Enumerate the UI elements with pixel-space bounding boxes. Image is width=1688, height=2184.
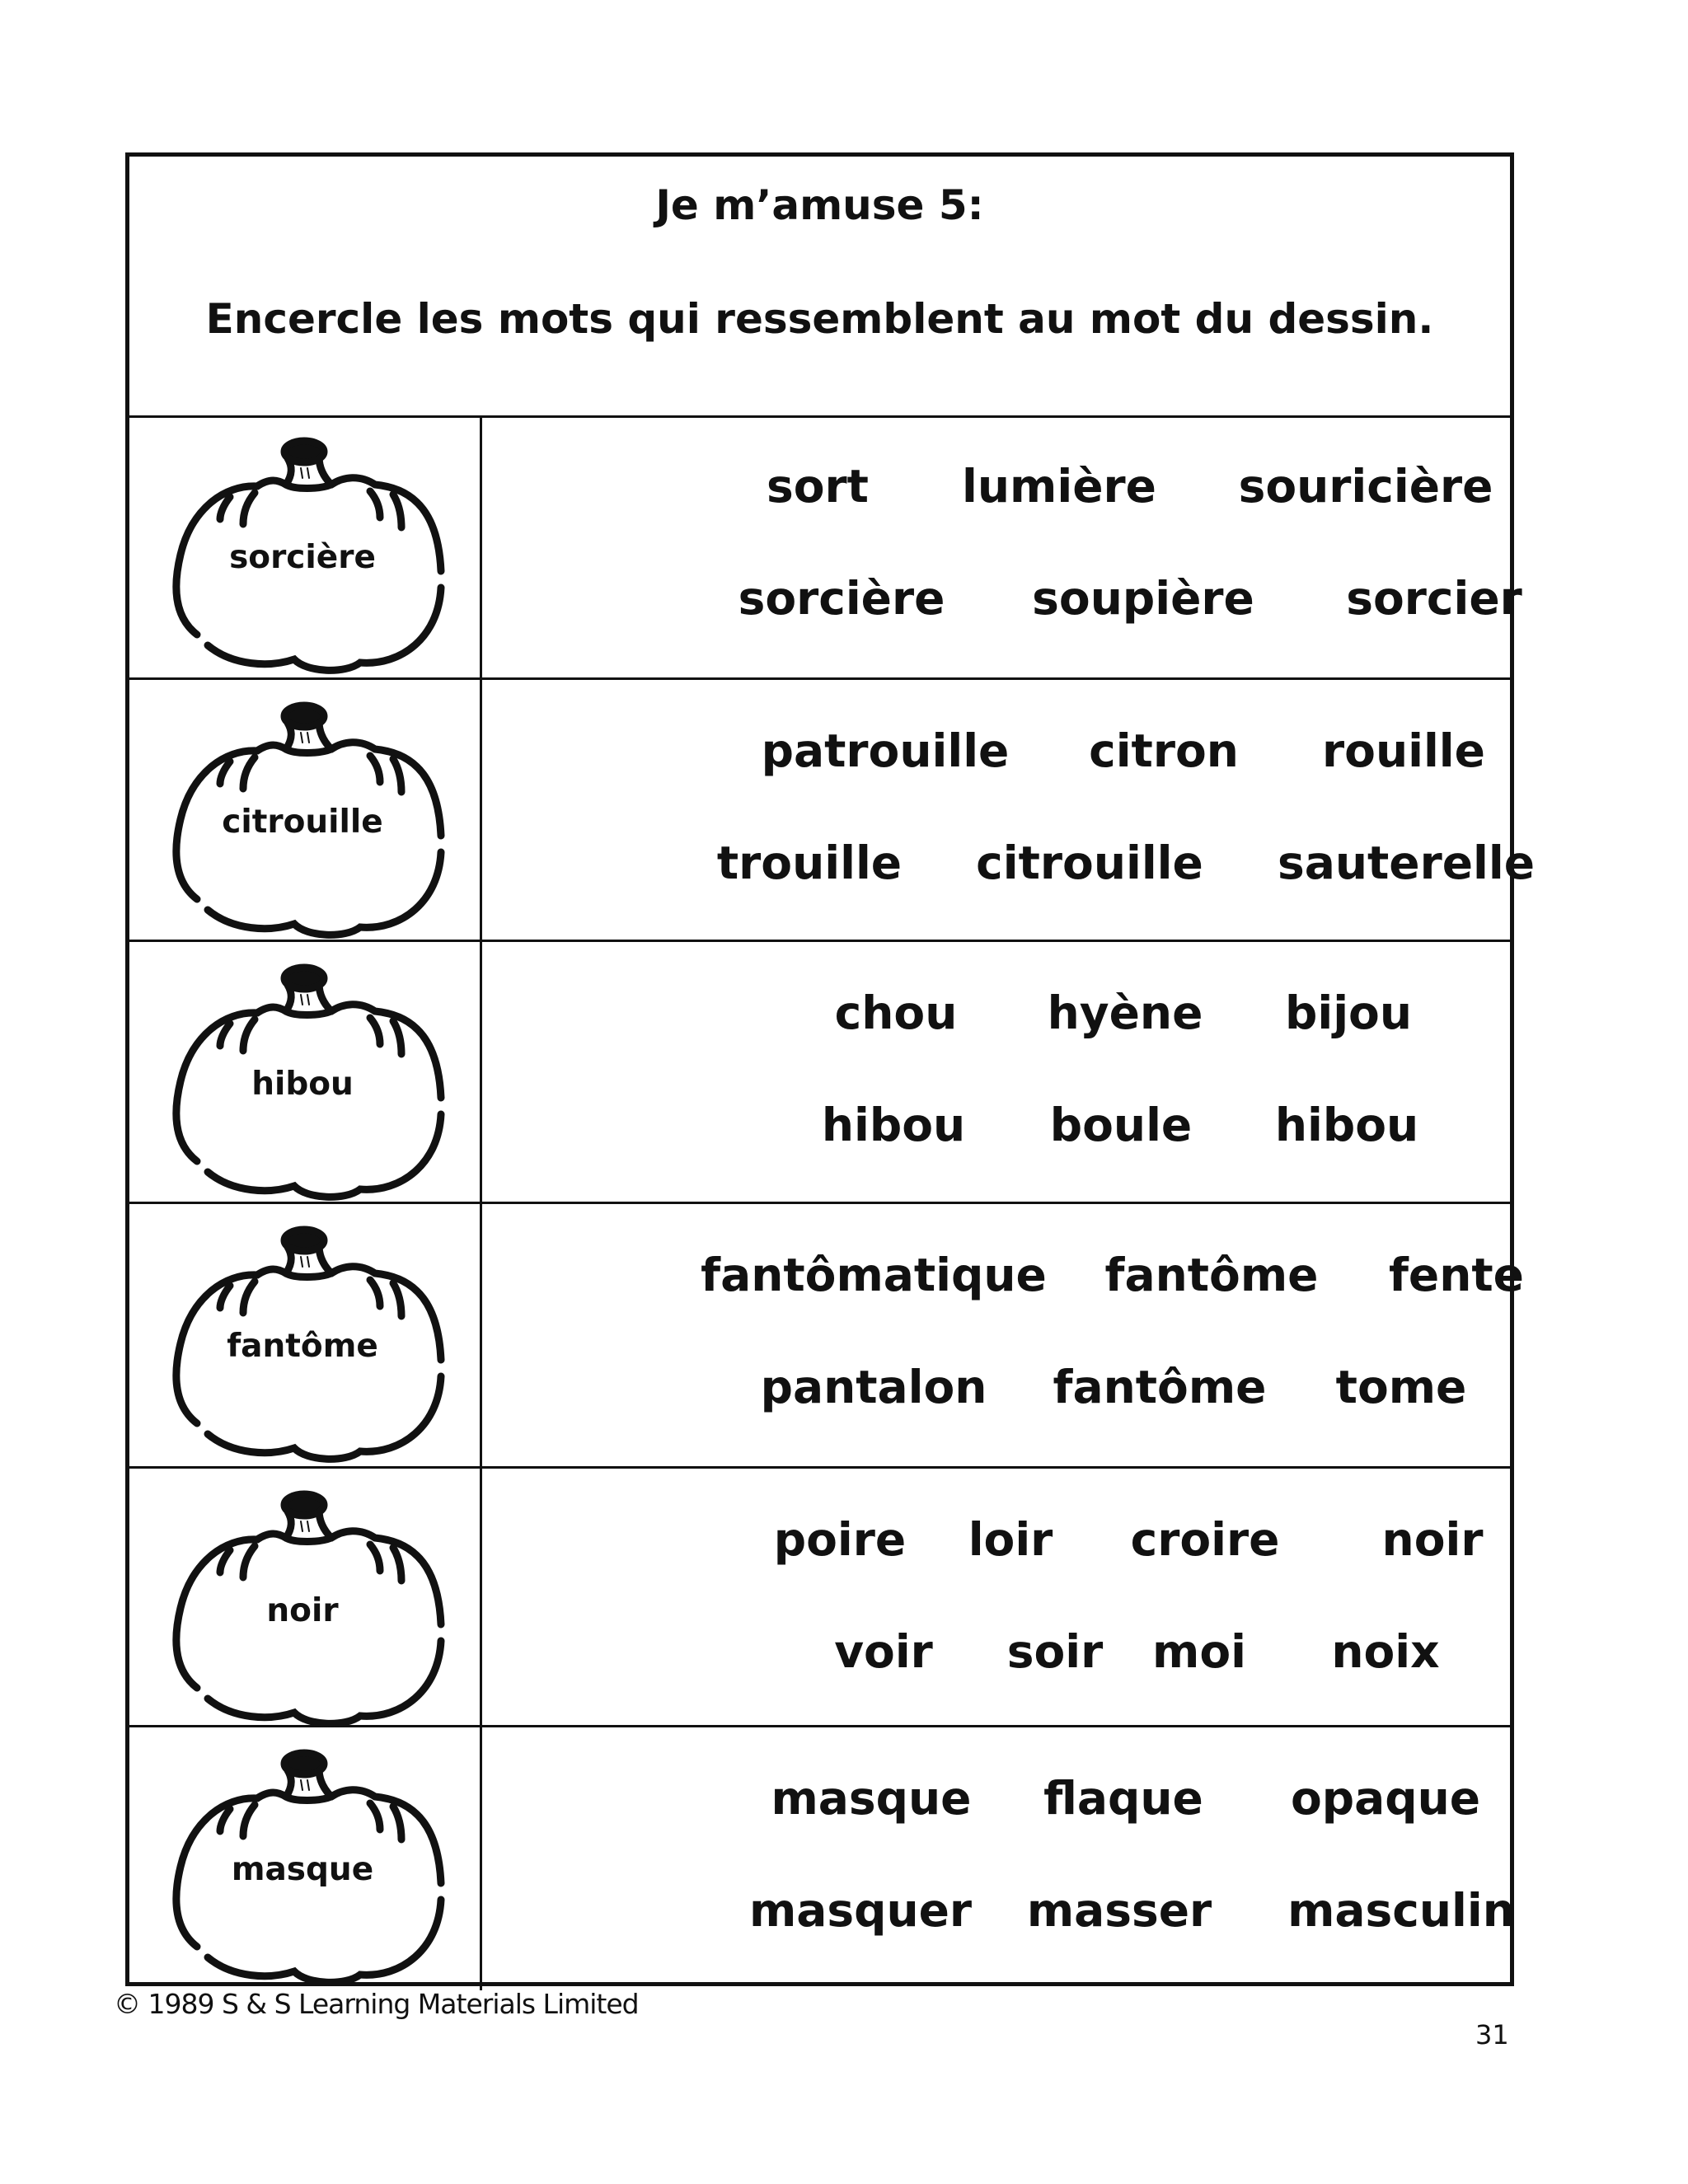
- word-choice[interactable]: soupière: [1032, 572, 1254, 625]
- word-choice[interactable]: tome: [1335, 1361, 1467, 1413]
- word-choice[interactable]: fantôme: [1053, 1361, 1267, 1413]
- word-choice[interactable]: citron: [1089, 724, 1239, 777]
- picture-word: sorcière: [229, 539, 376, 576]
- exercise-row: [129, 415, 1522, 680]
- word-choice[interactable]: noix: [1331, 1625, 1440, 1678]
- worksheet-frame: [125, 152, 1536, 1986]
- word-choice[interactable]: hibou: [1274, 1099, 1419, 1151]
- word-choice[interactable]: chou: [834, 987, 958, 1039]
- picture-word: fantôme: [227, 1328, 378, 1365]
- word-choice[interactable]: masque: [771, 1772, 972, 1825]
- word-choice[interactable]: sauterelle: [1277, 837, 1536, 889]
- word-choice[interactable]: citrouille: [976, 837, 1203, 889]
- pumpkin-cell: [129, 680, 482, 940]
- word-choice[interactable]: souricière: [1238, 460, 1493, 513]
- picture-word: noir: [266, 1592, 339, 1629]
- word-choice[interactable]: rouille: [1322, 724, 1485, 777]
- exercise-row: [129, 680, 1536, 942]
- pumpkin-cell: [129, 1204, 482, 1466]
- word-choice[interactable]: opaque: [1290, 1772, 1481, 1825]
- word-choice[interactable]: hibou: [821, 1099, 966, 1151]
- word-choice[interactable]: noir: [1381, 1513, 1484, 1566]
- word-choice[interactable]: bijou: [1284, 987, 1413, 1039]
- word-choice[interactable]: sorcier: [1346, 572, 1522, 625]
- pumpkin-cell: [129, 1727, 482, 1990]
- word-choice[interactable]: boule: [1049, 1099, 1193, 1151]
- picture-word: citrouille: [222, 804, 383, 841]
- word-choice[interactable]: sort: [767, 460, 869, 513]
- worksheet-header: [129, 157, 1510, 418]
- word-choice[interactable]: loir: [968, 1513, 1053, 1566]
- word-choice[interactable]: lumière: [962, 460, 1156, 513]
- instructions: Encercle les mots qui ressemblent au mot du dessin.: [205, 295, 1434, 343]
- word-choice[interactable]: masser: [1026, 1884, 1212, 1937]
- word-choice[interactable]: sorcière: [738, 572, 945, 625]
- word-choice[interactable]: masculin: [1287, 1884, 1515, 1937]
- page-title: Je m’amuse 5:: [655, 181, 984, 229]
- exercise-row: [129, 1469, 1510, 1727]
- pumpkin-cell: [129, 415, 482, 677]
- exercise-row: [129, 942, 1510, 1204]
- word-choice[interactable]: fente: [1389, 1249, 1524, 1301]
- picture-word: masque: [231, 1851, 374, 1888]
- word-choice[interactable]: flaque: [1043, 1772, 1203, 1825]
- pumpkin-cell: [129, 1469, 482, 1725]
- word-choice[interactable]: patrouille: [761, 724, 1010, 777]
- page-number: 31: [1475, 2019, 1509, 2050]
- word-choice[interactable]: hyène: [1047, 987, 1203, 1039]
- word-choice[interactable]: voir: [834, 1625, 933, 1678]
- exercise-row: [129, 1727, 1515, 1990]
- pumpkin-cell: [129, 942, 482, 1202]
- picture-word: hibou: [251, 1066, 354, 1103]
- word-choice[interactable]: fantômatique: [701, 1249, 1047, 1301]
- word-choice[interactable]: masquer: [748, 1884, 973, 1937]
- copyright: © 1989 S & S Learning Materials Limited: [114, 1988, 639, 2020]
- word-choice[interactable]: poire: [773, 1513, 907, 1566]
- exercise-row: [129, 1204, 1524, 1469]
- word-choice[interactable]: pantalon: [760, 1361, 987, 1413]
- word-choice[interactable]: trouille: [716, 837, 903, 889]
- word-choice[interactable]: moi: [1152, 1625, 1246, 1678]
- word-choice[interactable]: soir: [1006, 1625, 1104, 1678]
- word-choice[interactable]: fantôme: [1104, 1249, 1319, 1301]
- word-choice[interactable]: croire: [1130, 1513, 1280, 1566]
